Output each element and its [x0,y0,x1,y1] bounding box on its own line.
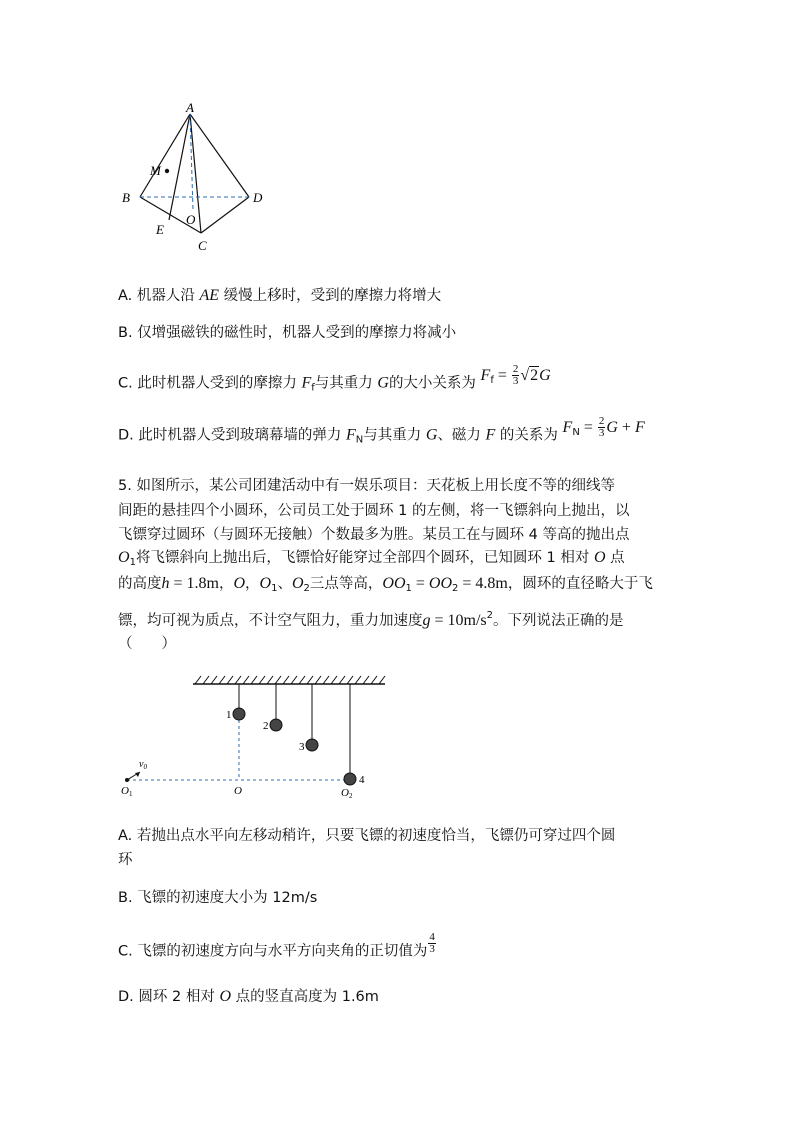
q5-option-a-line1: A. 若抛出点水平向左移动稍许，只要飞镖的初速度恰当，飞镖仍可穿过四个圆 [118,828,616,844]
ring-3-label: 3 [299,741,305,753]
q4-c-equation: $F_f$ = $\frac{2}{3}$ √2G [480,363,551,387]
label-C: C [198,238,207,253]
label-O: O [186,212,196,227]
q4-option-a: A. 机器人沿 AE 缓慢上移时，受到的摩擦力将增大 [118,287,442,304]
q5-option-b: B. 飞镖的初速度大小为 12m/s [118,890,318,906]
tetrahedron-figure [110,100,280,260]
O1-label: O1 [121,785,133,798]
q5-line-1: 5. 如图所示，某公司团建活动中有一娱乐项目：天花板上用长度不等的细线等 [118,478,615,494]
q5-line-2: 间距的悬挂四个小圆环，公司员工处于圆环 1 的左侧，将一飞镖斜向上抛出，以 [118,503,630,519]
q5-option-c: C. 飞镖的初速度方向与水平方向夹角的正切值为 $\frac{4}{3}$ [118,931,435,960]
label-B: B [122,190,130,205]
q5-option-a-line2: 环 [118,852,133,868]
label-A: A [186,100,194,115]
ring-1-label: 1 [226,709,232,721]
v0-label: $v_0$ [139,759,147,771]
label-M: M [150,163,161,178]
q5-line-7: （ ） [118,636,176,652]
label-E: E [156,222,164,237]
rings-figure [115,672,390,804]
q4-d-equation: $F_N$ = $\frac{2}{3}$ G + F [562,415,645,439]
q5-line-3: 飞镖穿过圆环（与圆环无接触）个数最多为胜。某员工在与圆环 4 等高的抛出点 [118,527,630,543]
q5-line-6: 镖，均可视为质点，不计空气阻力，重力加速度$g = 10m/s^2$。下列说法正确的是 [118,610,624,629]
ring-4-label: 4 [359,774,365,786]
ring-2-label: 2 [263,720,269,732]
O-label: O [234,785,242,797]
q5-line-4: $O_1$将飞镖斜向上抛出后，飞镖恰好能穿过全部四个圆环，已知圆环 1 相对 O 点 [118,549,625,568]
q4-option-b: B. 仅增强磁铁的磁性时，机器人受到的摩擦力将减小 [118,325,457,341]
label-D: D [253,190,263,205]
q4-option-c: C. 此时机器人受到的摩擦力 $F_f$与其重力 G的大小关系为 $F_f$ = $\frac{2}{3}$ √2G [118,363,551,394]
q4-option-d: D. 此时机器人受到玻璃幕墙的弹力 $F_N$与其重力 G、磁力 F 的关系为 $F_N$ = $\frac{2}{3}$ G + F [118,415,645,446]
O2-label: O2 [341,787,353,800]
q5-line-5: 的高度h = 1.8m，O，$O_1$、$O_2$三点等高，$OO_1 = OO_2 = 4.8m$，圆环的直径略大于飞 [118,575,653,594]
q5-option-d: D. 圆环 2 相对 O 点的竖直高度为 1.6m [118,988,379,1005]
